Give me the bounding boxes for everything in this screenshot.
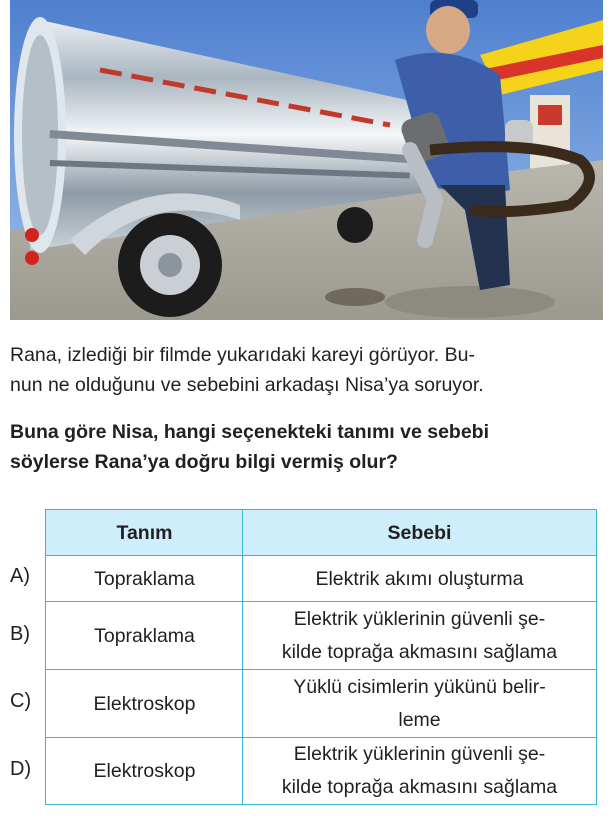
option-c-sebebi-line: Yüklü cisimlerin yükünü belir- [293,676,546,698]
option-letter-d[interactable]: D) [10,758,32,780]
option-c-sebebi-line: leme [398,709,441,731]
header-sebebi: Sebebi [242,509,597,557]
option-c-sebebi[interactable] [242,669,597,739]
option-letter-b[interactable]: B) [10,623,30,645]
option-b-sebebi-line: Elektrik yüklerinin güvenli şe- [293,608,546,630]
option-d-sebebi[interactable] [242,737,597,805]
option-a-tanim[interactable]: Topraklama [45,555,244,603]
option-letter-a[interactable]: A) [10,565,30,587]
photo-tanker-truck [10,0,603,320]
question-line: söylerse Rana’ya doğru bilgi vermiş olur? [10,451,398,473]
option-a-sebebi-line: Elektrik akımı oluşturma [315,567,524,590]
option-letter-c[interactable]: C) [10,690,32,712]
intro-line: nun ne olduğunu ve sebebini arkadaşı Nisa’ya soruyor. [10,374,484,396]
photo-illustration [10,0,603,320]
option-b-tanim[interactable]: Topraklama [45,601,244,671]
option-b-sebebi[interactable] [242,601,597,671]
option-d-tanim[interactable]: Elektroskop [45,737,244,805]
question-line: Buna göre Nisa, hangi seçenekteki tanımı ve sebebi [10,421,490,443]
intro-paragraph [10,340,603,400]
option-c-tanim[interactable]: Elektroskop [45,669,244,739]
option-d-sebebi-line: kilde toprağa akmasını sağlama [281,776,558,798]
option-d-sebebi-line: Elektrik yüklerinin güvenli şe- [293,743,546,765]
answer-table [45,509,597,805]
question-prompt [10,417,603,477]
intro-line: Rana, izlediği bir filmde yukarıdaki kareyi görüyor. Bu- [10,344,475,366]
option-a-sebebi[interactable] [242,555,597,603]
option-b-sebebi-line: kilde toprağa akmasını sağlama [281,641,558,663]
header-tanim: Tanım [45,509,244,557]
